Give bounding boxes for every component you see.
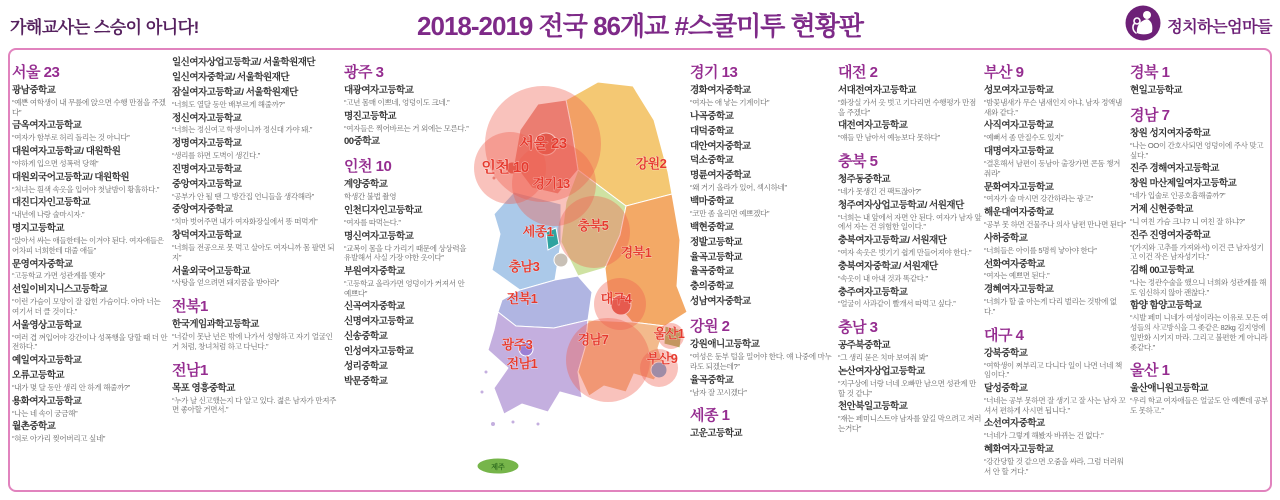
list-item [838,316,982,337]
list-item [172,320,338,351]
school-quote: “여학생이 쩌부리고 다니다 일이 나면 너네 책임이다.” [984,360,1122,380]
region-bubble [566,318,650,402]
school-name: 성남여자중학교 [690,296,751,308]
school-quote: “나는 네 속이 궁금해” [12,408,78,418]
list-item [1130,266,1270,297]
school-name: 신송중학교 [344,331,388,343]
list-item [690,61,834,82]
school-name: 광남중학교 [12,85,56,96]
school-name: 선일이비지니스고등학교 [12,284,108,296]
list-item [12,371,168,393]
school-quote: “나는 OO이 간호사되면 엉덩이에 주사 맞고 싶다.” [1130,140,1264,160]
list-item [838,86,982,117]
school-quote: “네가 입술로 인공호흡해줄까?” [1130,191,1226,201]
school-name: 울산애니원고등학교 [1130,383,1209,395]
school-quote: “너네는 공부 못하면 잘 생기고 잘 사는 남자 꼬셔서 편하게 사시면 됩니다.” [984,395,1126,415]
school-name: 월촌중학교 [12,421,56,433]
school-name: 일신여자중학교/ 서울학원재단 [172,71,290,83]
list-item [690,223,834,234]
list-item [838,201,982,232]
list-item [984,147,1126,178]
school-quote: “우리 학교 여자애들은 얼굴도 안 예쁜데 공부도 못하고.” [1130,396,1268,416]
list-item [172,359,338,380]
map-region-label: 경북1 [620,245,652,260]
school-name: 용화여자고등학교 [12,395,82,407]
list-item [1130,205,1270,227]
region-heading: 전남1 [172,361,208,379]
region-heading: 충북 5 [838,153,878,171]
school-quote: “너같이 못난 년은 밖에 나가서 성형하고 자기 얼굴인 거 처럼, 창녀처럼 하고 다닌다.” [172,332,333,351]
column-seoul2-jeonbuk-jeonnam [172,54,338,419]
school-quote: 학생간 불법 촬영 [344,192,397,202]
list-item [984,445,1126,476]
school-quote: “공부 못 하면 건물주나 의사 남편 만나면 된다” [984,220,1126,230]
list-item [12,198,168,220]
school-quote: “너희가 할 줄 아는게 다리 벌리는 것밖에 없다.” [984,297,1117,316]
school-name: 정명여자고등학교 [172,138,242,150]
list-item [12,321,168,352]
school-name: 강북중학교 [984,347,1028,359]
list-item [344,317,472,328]
school-name: 백현중학교 [690,221,734,233]
school-name: 공주북중학교 [838,340,891,352]
list-item [12,397,168,419]
school-quote: “시발 페미 니네가 여성이라는 이유로 모든 여성들의 사고방식을 그 좆같은 82kg 김지영에 일반화 시키지 마라. 그리고 불편한 게 아니라 좆같다.” [1130,313,1268,352]
map-region-label: 서울 23 [519,135,567,152]
list-item [1130,164,1270,175]
map-region-label: 대구4 [600,291,632,306]
school-quote: “혀로 아가리 찢어버리고 싶네” [12,434,106,444]
school-name: 사직여자고등학교 [984,120,1054,132]
school-name: 00중학교 [344,136,380,148]
list-item [12,173,168,195]
column-busan-daegu [984,54,1126,481]
map-region-label: 전북1 [506,291,538,306]
list-item [344,362,472,373]
school-name: 창원 성지여자중학교 [1130,127,1211,139]
school-name: 충주여자고등학교 [838,286,908,298]
school-quote: “밤꽃냄새가 무슨 냄새인지 아냐, 남자 정액냄새와 같다.” [984,97,1122,117]
school-quote: “강간당할 것 같으면 오줌을 싸라, 그럼 더러워서 안 할 거다.” [984,457,1124,476]
list-item [344,206,472,228]
school-name: 강원애니고등학교 [690,339,760,351]
region-heading: 경남 7 [1130,106,1170,124]
school-name: 율곡고등학교 [690,251,743,263]
school-name: 율곡중학교 [690,266,734,278]
school-name: 부원여자중학교 [344,266,405,278]
school-name: 진주 경해여자고등학교 [1130,163,1219,175]
list-item [172,180,338,202]
list-item [690,315,834,336]
list-item [172,384,338,415]
region-heading: 강원 2 [690,318,730,336]
school-quote: “야하게 입으면 성폭력 당해” [12,159,99,169]
school-quote: “너희는 정신여고 학생이니까 정신대 가야 돼.” [172,125,313,135]
column-seoul [12,54,168,448]
school-quote: “코만 좀 올리면 예쁘겠다” [690,208,770,218]
school-name: 혜화여자고등학교 [984,444,1054,456]
school-name: 인천디자인고등학교 [344,204,423,216]
list-item [344,86,472,108]
list-item [344,155,472,176]
brand-name: 정치하는엄마들 [1167,19,1272,36]
school-quote: “내년에 나랑 술마시자.” [12,210,85,220]
school-name: 목포 영흥중학교 [172,382,235,394]
list-item [690,127,834,138]
map-region-label: 강원2 [635,156,667,171]
list-item [12,356,168,367]
list-item [984,208,1126,230]
school-name: 중앙여자고등학교 [172,178,242,190]
list-item [838,341,982,363]
list-item [690,340,834,371]
school-quote: “처녀는 흰색 속옷을 입어야 첫날밤이 황홀하다.” [12,184,160,194]
list-item [690,142,834,153]
school-quote: “왜 거기 올라가 있어, 섹시하네” [690,183,787,193]
list-item [344,267,472,298]
list-item [984,234,1126,256]
school-name: 대원여자고등학교/ 대원학원 [12,146,121,158]
school-name: 중앙여자중학교 [172,204,233,216]
school-name: 선화여자중학교 [984,258,1045,270]
list-item [838,150,982,171]
region-heading: 인천 10 [344,158,392,176]
school-name: 진명여자고등학교 [172,163,242,175]
school-name: 명지고등학교 [12,223,65,235]
province-daejeon [554,253,568,267]
school-name: 소선여자중학교 [984,418,1045,430]
school-quote: “얼굴이 사과같이 빨개서 따먹고 싶다.” [838,299,956,309]
list-item [1130,301,1270,352]
column-daejeon-chungbuk-chungnam [838,54,982,438]
list-item [12,61,168,82]
map-jeju-label: 제주 [491,464,505,471]
school-quote: “그 생리 묻은 치마 보여줘 봐” [838,353,928,363]
list-item [690,86,834,108]
school-quote: “여자 속옷은 벗기기 쉽게 만들어져야 한다.” [838,248,972,258]
school-quote: “너희들 전공으로 못 먹고 살아도 여자니까 몸 팔면 되지” [172,243,335,262]
school-name: 창덕여자고등학교 [172,230,242,242]
list-item [984,285,1126,316]
school-name: 대진디자인고등학교 [12,197,91,209]
school-quote: “생리를 하면 도벽이 생긴다.” [172,151,260,161]
column-gwangju-incheon [344,54,472,392]
school-quote: “너희들은 아이를 5명씩 낳아야 한다” [984,245,1097,255]
list-item [172,88,338,110]
school-name: 오류고등학교 [12,369,65,381]
school-name: 인성여자고등학교 [344,346,414,358]
list-item [690,282,834,293]
list-item [1130,231,1270,262]
school-quote: “여자가 함부로 허리 돌리는 것 아니다” [12,133,130,143]
region-heading: 경북 1 [1130,64,1170,81]
page-title: 2018-2019 전국 86개교 #스쿨미투 현황판 [417,11,863,41]
region-heading: 대구 4 [984,326,1024,344]
list-item [838,61,982,82]
list-item [1130,384,1270,415]
list-item [690,112,834,123]
school-quote: “여자를 따먹는다.” [344,217,401,227]
list-item [12,285,168,316]
school-quote: “(가지와 고추를 가져와서) 이건 큰 남자성기고 이건 작은 남자성기다.” [1130,242,1264,262]
list-item [1130,359,1270,380]
list-item [344,332,472,343]
school-quote: “고년 몸매 이쁘네, 엉덩이도 크네.” [344,97,450,107]
school-quote: “여자는 애 낳는 기계이다” [690,97,770,107]
school-name: 서울영상고등학교 [12,319,82,331]
list-item [690,253,834,264]
list-item [172,73,338,84]
map-region-label: 인천 10 [481,159,529,176]
school-name: 성모여자고등학교 [984,85,1054,96]
list-item [344,112,472,134]
brand [1124,4,1272,47]
school-name: 박문중학교 [344,376,388,388]
school-name: 서대전여자고등학교 [838,85,917,96]
school-quote: “예쁜 여학생이 내 무릎에 앉으면 수행 만점을 주겠다” [12,97,166,117]
list-item [690,376,834,398]
school-quote: “나는 정관수술을 했으니 너희와 성관계를 해도 임신하지 않아 괜찮다.” [1130,277,1267,297]
school-quote: “이런 가슴이 모양이 잘 잡힌 가슴이다. 아마 너는 여기서 더 클 것이다.” [12,297,161,316]
column-gyeongbuk-gyeongnam-ulsan [1130,54,1270,420]
school-quote: “사탕을 얻으려면 돼지꿈을 받아라” [172,278,279,288]
map-region-label: 세종1 [522,224,554,239]
school-quote: “너네가 그렇게 해봤자 바뀌는 건 없다.” [984,431,1104,441]
region-heading: 울산 1 [1130,362,1170,380]
list-item [12,121,168,143]
list-item [838,402,982,433]
region-heading: 세종 1 [690,407,730,425]
list-item [12,147,168,169]
school-name: 명륜여자중학교 [690,170,751,182]
map-region-label: 경남7 [577,332,609,347]
mother-and-child-icon [1124,4,1162,47]
list-item [838,236,982,258]
school-name: 문영여자중학교 [12,258,73,270]
list-item [1130,104,1270,125]
school-name: 천안북일고등학교 [838,401,908,413]
map-region-label: 충남3 [508,259,540,274]
school-name: 거제 신현중학교 [1130,203,1193,215]
school-name: 대전여자고등학교 [838,120,908,132]
school-name: 신곡여자중학교 [344,301,405,313]
school-quote: “네가 못생긴 건 팩트잖아?” [838,187,922,197]
region-heading: 경기 13 [690,64,738,81]
school-name: 논산여자상업고등학교 [838,365,925,377]
school-name: 대원외국어고등학교/ 대원학원 [12,171,130,183]
school-quote: “화장실 가서 옷 벗고 기다리면 수행평가 만점을 주겠다” [838,97,976,117]
list-item [690,297,834,308]
school-quote: “공부가 안 될 땐 그 방간집 언니들을 생각해라” [172,191,314,201]
school-name: 사하중학교 [984,232,1028,244]
school-name: 나곡중학교 [690,110,734,122]
region-heading: 충남 3 [838,319,878,337]
list-item [984,349,1126,380]
school-name: 경화여자중학교 [690,85,751,96]
school-name: 일신여자상업고등학교/ 서울학원재단 [172,57,316,68]
list-item [984,183,1126,205]
school-name: 정발고등학교 [690,236,743,248]
school-quote: “결혼해서 남편이 동남아 출장가면 콘돔 챙겨줘라” [984,159,1121,178]
list-item [690,171,834,193]
school-name: 문화여자고등학교 [984,181,1054,193]
school-quote: “내가 몇 달 동안 생리 안 하게 해줄까?” [12,382,130,392]
school-name: 율곡중학교 [690,374,734,386]
list-item [984,384,1126,415]
school-name: 덕소중학교 [690,155,734,167]
school-quote: “속옷이 내 아내 것과 똑같다.” [838,273,928,283]
list-item [172,231,338,262]
school-quote: “고등학교 올라가면 엉덩이가 커져서 안 예쁘다” [344,278,465,298]
list-item [344,137,472,148]
list-item [344,377,472,388]
school-name: 명진고등학교 [344,110,397,122]
school-quote: “여자가 술 마시면 강간하라는 광고” [984,194,1093,204]
list-item [690,156,834,167]
school-name: 고운고등학교 [690,428,743,440]
list-item [838,121,982,143]
region-heading: 광주 3 [344,64,384,81]
list-item [690,404,834,425]
map-region-label: 광주3 [501,337,533,352]
school-name: 충의중학교 [690,281,734,293]
school-name: 김해 00고등학교 [1130,265,1194,277]
school-name: 대덕중학교 [690,125,734,137]
list-item [12,260,168,282]
school-name: 경혜여자고등학교 [984,284,1054,296]
school-name: 정신여자고등학교 [172,112,242,124]
school-quote: “예뻐서 좀 만질수도 있지” [984,133,1064,143]
school-name: 해운대여자중학교 [984,207,1054,219]
list-item [984,121,1126,143]
school-name: 서울외국어고등학교 [172,265,251,277]
list-item [344,347,472,358]
list-item [838,262,982,284]
school-quote: “여성은 둔부 털을 밀어야 한다. 얘 나중에 마누라도 되겠는데?” [690,352,832,371]
list-item [172,58,338,69]
list-item [690,429,834,440]
list-item [690,267,834,278]
school-name: 청주여자상업고등학교/ 서원재단 [838,199,964,211]
school-quote: “너희는 내 앞에서 자면 안 된다. 여자가 남자 앞에서 자는 건 위험한 일이다.” [838,212,982,232]
list-item [172,114,338,136]
school-name: 청주동중학교 [838,174,891,186]
list-item [344,61,472,82]
school-name: 백마중학교 [690,196,734,208]
school-name: 대명여자고등학교 [984,146,1054,158]
map-region-label: 경기13 [532,176,570,191]
school-quote: “여러 겹 껴입어야 강간이나 성폭행을 당할 때 더 안전하다.” [12,332,168,352]
region-heading: 대전 2 [838,64,878,81]
list-item [984,324,1126,345]
list-item [984,419,1126,441]
list-item [1130,61,1270,82]
school-name: 금옥여자고등학교 [12,120,82,132]
school-quote: “너희도 열달 동안 배부르게 해줄까?” [172,99,285,109]
list-item [344,302,472,313]
list-item [12,224,168,255]
list-item [1130,179,1270,201]
korea-map [458,72,696,492]
list-item [344,180,472,202]
list-item [172,267,338,289]
school-name: 현일고등학교 [1130,85,1183,96]
school-name: 창원 마산제일여자고등학교 [1130,178,1237,190]
list-item [984,86,1126,117]
map-region-label: 부산9 [646,351,678,366]
list-item [1130,86,1270,97]
region-heading: 서울 23 [12,64,60,81]
map-region-label: 울산1 [653,326,685,341]
list-item [12,422,168,444]
school-quote: “여자는 예쁘면 된다.” [984,271,1050,281]
list-item [172,165,338,176]
list-item [172,139,338,161]
school-name: 명신여자고등학교 [344,230,414,242]
map-region-label: 전남1 [506,356,538,371]
school-name: 충북여자고등학교/ 서원재단 [838,235,947,247]
school-quote: “고등학교 가면 성관계를 맺자” [12,271,106,281]
list-item [344,232,472,263]
school-name: 진주 진영여자중학교 [1130,229,1211,241]
list-item [172,205,338,227]
school-name: 충북여자중학교/ 서원재단 [838,260,938,272]
region-heading: 전북1 [172,298,208,316]
school-quote: “여자들은 찍어바르는 거 외에는 모른다.” [344,123,469,133]
school-quote: “앉아서 싸는 애들한테는 이겨야 된다. 여자애들은 어차피 너희한테 대줄 애들” [12,236,164,255]
school-name: 계양중학교 [344,179,388,191]
list-item [12,86,168,117]
list-item [838,288,982,310]
list-item [690,197,834,219]
school-name: 대안여자중학교 [690,140,751,152]
school-name: 잠실여자고등학교/ 서울학원재단 [172,86,298,98]
school-name: 대광여자고등학교 [344,85,414,96]
school-quote: “치마 벗어주면 내가 여자화장실에서 똥 떠먹게” [172,217,318,227]
list-item [984,61,1126,82]
region-heading: 부산 9 [984,64,1024,81]
school-name: 한국게임과학고등학교 [172,319,259,331]
list-item [172,295,338,316]
school-quote: “지구상에 너랑 너네 오빠만 남으면 성관계 만 할 것 같냐” [838,378,976,398]
school-name: 성리중학교 [344,361,388,373]
school-quote: “남자 잘 꼬시겠다” [690,387,747,397]
list-item [1130,129,1270,160]
school-name: 함양 함양고등학교 [1130,300,1202,312]
list-item [838,367,982,398]
school-quote: “니 여친 가슴 크냐? 니 여친 잘 하냐?” [1130,216,1245,226]
school-name: 달성중학교 [984,383,1028,395]
school-quote: “얘들 만 남아서 예능보다 못하다” [838,133,940,143]
map-region-label: 충북5 [577,218,609,233]
school-name: 예일여자고등학교 [12,355,82,367]
school-quote: “교복이 몸을 다 가리기 때문에 상상력을 유발해서 사실 가장 야한 옷이다” [344,243,467,263]
list-item [690,238,834,249]
column-gyeonggi-gangwon-sejong [690,54,834,444]
school-quote: “누가 날 신고했는지 다 알고 있다. 젊은 남자가 만져주면 좋아할 거면서.” [172,395,337,415]
school-quote: “쟤는 페미니스트야 남자를 앞길 막으려고 저러는거다” [838,414,982,433]
list-item [838,175,982,197]
list-item [984,260,1126,282]
header-slogan: 가해교사는 스승이 아니다! [10,18,199,37]
school-name: 신명여자고등학교 [344,316,414,328]
